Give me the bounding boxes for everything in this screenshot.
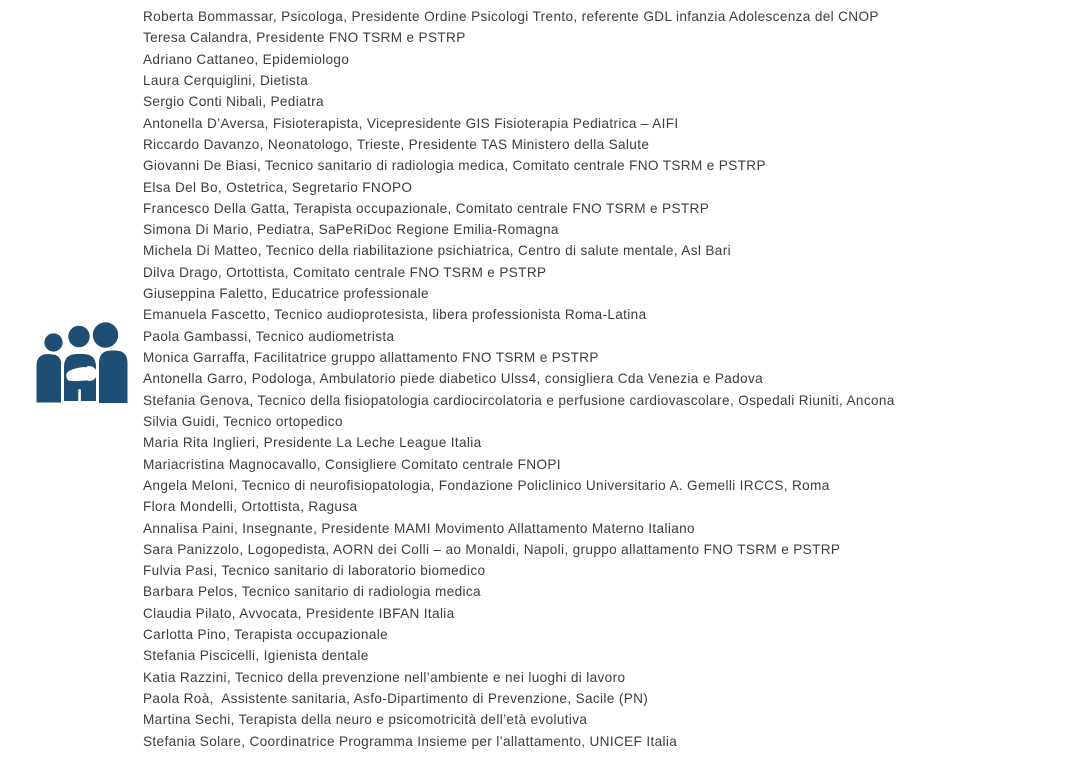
list-item: Adriano Cattaneo, Epidemiologo (143, 51, 350, 67)
list-item: Silvia Guidi, Tecnico ortopedico (143, 413, 343, 429)
list-item: Elsa Del Bo, Ostetrica, Segretario FNOPO (143, 179, 413, 195)
list-item: Mariacristina Magnocavallo, Consigliere Comitato centrale FNOPI (143, 456, 561, 472)
list-item: Sara Panizzolo, Logopedista, AORN dei Colli – ao Monaldi, Napoli, gruppo allattamento FNO TSRM e PSTRP (143, 541, 841, 557)
list-item: Michela Di Matteo, Tecnico della riabilitazione psichiatrica, Centro di salute mentale, Asl Bari (143, 243, 731, 259)
list-item: Monica Garraffa, Facilitatrice gruppo allattamento FNO TSRM e PSTRP (143, 350, 599, 365)
list-item: Martina Sechi, Terapista della neuro e psicomotricità dell’età evolutiva (143, 712, 588, 728)
middle-person-legs-gap (78, 389, 81, 403)
list-item: Flora Mondelli, Ortottista, Ragusa (143, 499, 358, 515)
right-person-head (93, 322, 118, 347)
list-item: Laura Cerquiglini, Dietista (143, 72, 309, 88)
list-item: Teresa Calandra, Presidente FNO TSRM e PSTRP (143, 30, 466, 46)
list-item: Barbara Pelos, Tecnico sanitario di radiologia medica (143, 584, 481, 600)
list-item: Roberta Bommassar, Psicologa, Presidente Ordine Psicologi Trento, referente GDL infanzia Adolescenza del CNOP (143, 9, 879, 24)
list-item: Fulvia Pasi, Tecnico sanitario di laboratorio biomedico (143, 563, 486, 579)
middle-person-head (67, 324, 91, 348)
list-item: Giuseppina Faletto, Educatrice professionale (143, 286, 429, 302)
family-group-icon (36, 322, 128, 404)
list-item: Emanuela Fascetto, Tecnico audioprotesista, libera professionista Roma-Latina (143, 307, 647, 323)
participants-list (143, 6, 1073, 752)
list-item: Paola Roà, Assistente sanitaria, Asfo-Dipartimento di Prevenzione, Sacile (PN) (143, 691, 649, 706)
list-item: Antonella Garro, Podologa, Ambulatorio piede diabetico Ulss4, consigliera Cda Venezia e Padova (143, 371, 764, 387)
list-item: Giovanni De Biasi, Tecnico sanitario di radiologia medica, Comitato centrale FNO TSRM e PSTRP (143, 158, 766, 174)
left-person-head (43, 332, 64, 353)
list-item: Annalisa Paini, Insegnante, Presidente MAMI Movimento Allattamento Materno Italiano (143, 520, 695, 536)
list-item: Paola Gambassi, Tecnico audiometrista (143, 328, 395, 344)
left-person-body (37, 354, 62, 403)
right-person-body (99, 351, 128, 404)
list-item: Antonella D’Aversa, Fisioterapista, Vicepresidente GIS Fisioterapia Pediatrica – AIFI (143, 115, 679, 131)
family-group-icon-svg (36, 322, 128, 404)
baby-head (82, 366, 97, 381)
list-item: Katia Razzini, Tecnico della prevenzione nell’ambiente e nei luoghi di lavoro (143, 669, 626, 685)
list-item: Carlotta Pino, Terapista occupazionale (143, 627, 389, 643)
list-item: Sergio Conti Nibali, Pediatra (143, 94, 324, 110)
list-item: Maria Rita Inglieri, Presidente La Leche League Italia (143, 435, 482, 451)
list-item: Dilva Drago, Ortottista, Comitato centrale FNO TSRM e PSTRP (143, 264, 547, 280)
list-item: Angela Meloni, Tecnico di neurofisiopatologia, Fondazione Policlinico Universitario A. Gemelli IRCCS, Roma (143, 477, 830, 493)
list-item: Simona Di Mario, Pediatra, SaPeRiDoc Regione Emilia-Romagna (143, 222, 559, 238)
list-item: Francesco Della Gatta, Terapista occupazionale, Comitato centrale FNO TSRM e PSTRP (143, 200, 710, 216)
list-item: Stefania Genova, Tecnico della fisiopatologia cardiocircolatoria e perfusione cardiovascolare, Ospedali Riuniti, Ancona (143, 392, 895, 408)
list-item: Claudia Pilato, Avvocata, Presidente IBFAN Italia (143, 605, 455, 621)
list-item: Stefania Piscicelli, Igienista dentale (143, 648, 369, 664)
list-item: Riccardo Davanzo, Neonatologo, Trieste, Presidente TAS Ministero della Salute (143, 136, 650, 152)
list-item: Stefania Solare, Coordinatrice Programma Insieme per l’allattamento, UNICEF Italia (143, 733, 678, 749)
